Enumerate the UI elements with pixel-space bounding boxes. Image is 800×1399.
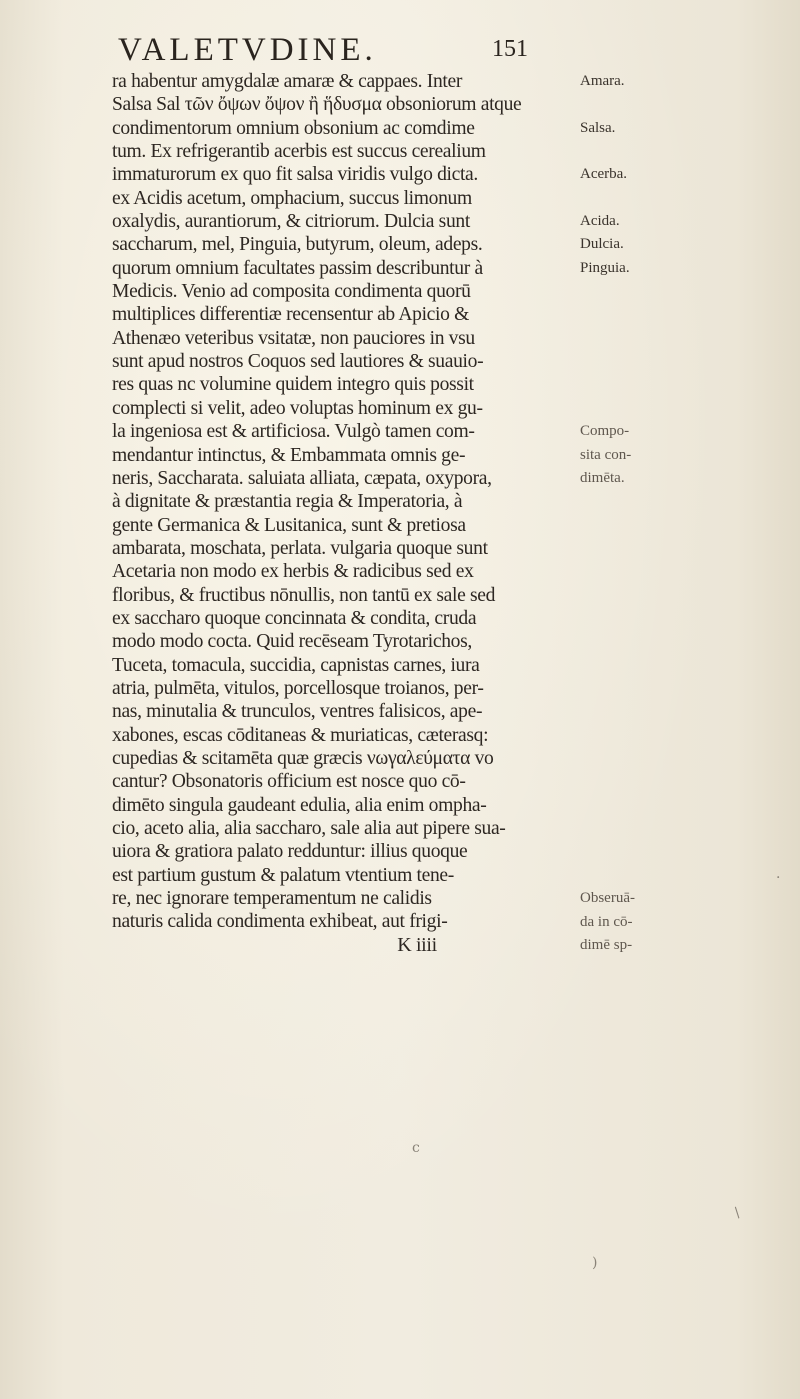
text-line: ra habentur amygdalæ amaræ & cappaes. Inter	[112, 71, 463, 92]
text-line: ex Acidis acetum, omphacium, succus limonum	[112, 187, 472, 209]
text-line: ambarata, moschata, perlata. vulgaria quoque sunt	[112, 537, 488, 559]
text-line: naturis calida condimenta exhibeat, aut frigi-	[112, 911, 448, 933]
text-line: re, nec ignorare temperamentum ne calidis	[112, 888, 432, 910]
text-line: saccharum, mel, Pinguia, butyrum, oleum, adeps.	[112, 234, 483, 256]
text-line: Medicis. Venio ad composita condimenta quorū	[112, 281, 471, 303]
text-line: oxalydis, aurantiorum, & citriorum. Dulcia sunt	[112, 211, 470, 233]
ink-blot-mark: ·	[776, 870, 781, 886]
pencil-stroke-mark: c	[412, 1140, 420, 1156]
text-line: res quas nc volumine quidem integro quis possit	[112, 374, 474, 396]
margin-note: Compo-	[580, 423, 630, 440]
running-title: VALETVDINE.	[118, 32, 377, 68]
text-line: neris, Saccharata. saluiata alliata, cæpata, oxypora,	[112, 467, 492, 489]
margin-note: Dulcia.	[580, 236, 624, 253]
margin-notes	[580, 0, 700, 1399]
text-line: complecti si velit, adeo voluptas hominum ex gu-	[112, 397, 483, 419]
text-line: à dignitate & præstantia regia & Imperatoria, à	[112, 491, 463, 513]
margin-note: dimē sp-	[580, 936, 633, 953]
text-line: la ingeniosa est & artificiosa. Vulgò tamen com-	[112, 421, 475, 443]
text-line: Salsa Sal τῶν ὄψων ὄψον ἢ ἥδυσμα obsoniorum atque	[112, 94, 522, 116]
running-head	[118, 32, 548, 72]
margin-note: Acida.	[580, 213, 620, 230]
text-line: uiora & gratiora palato redduntur: illius quoque	[112, 841, 468, 863]
text-line: floribus, & fructibus nōnullis, non tantū ex sale sed	[112, 584, 496, 606]
text-line: sunt apud nostros Coquos sed lautiores & suauio-	[112, 351, 484, 373]
text-line: multiplices differentiæ recensentur ab Apicio &	[112, 304, 469, 326]
margin-note: Pinguia.	[580, 259, 630, 276]
page-number: 151	[492, 36, 528, 62]
text-line: quorum omnium facultates passim describuntur à	[112, 257, 483, 279]
text-line: nas, minutalia & trunculos, ventres falisicos, ape-	[112, 701, 483, 723]
margin-note: sita con-	[580, 446, 632, 463]
margin-note: dimēta.	[580, 469, 625, 486]
body-text	[112, 70, 572, 957]
text-line: gente Germanica & Lusitanica, sunt & pretiosa	[112, 514, 466, 536]
text-line: cantur? Obsonatoris officium est nosce quo cō-	[112, 771, 466, 793]
text-line: cupedias & scitamēta quæ græcis νωγαλεύματα vo	[112, 747, 494, 769]
margin-note: Amara.	[580, 73, 625, 89]
text-line: immaturorum ex quo fit salsa viridis vulgo dicta.	[112, 164, 478, 186]
text-line: Acetaria non modo ex herbis & radicibus sed ex	[112, 561, 474, 583]
text-line: Athenæo veteribus vsitatæ, non pauciores in vsu	[112, 327, 475, 349]
text-line: Tuceta, tomacula, succidia, capnistas carnes, iura	[112, 654, 480, 676]
text-line: modo modo cocta. Quid recēseam Tyrotarichos,	[112, 631, 472, 653]
margin-note: Obseruā-	[580, 890, 635, 907]
text-line: tum. Ex refrigerantib acerbis est succus cerealium	[112, 141, 486, 163]
text-line: xabones, escas cōditaneas & muriaticas, cæterasq:	[112, 724, 489, 746]
margin-note: Acerba.	[580, 166, 628, 183]
text-line: dimēto singula gaudeant edulia, alia enim ompha-	[112, 794, 487, 816]
text-line: mendantur intinctus, & Embammata omnis ge-	[112, 444, 466, 466]
text-line: ex saccharo quoque concinnata & condita, cruda	[112, 607, 477, 629]
pencil-stroke-mark: /	[730, 1205, 744, 1221]
text-line: condimentorum omnium obsonium ac comdime	[112, 117, 475, 139]
margin-note: da in cō-	[580, 913, 633, 930]
text-line: atria, pulmēta, vitulos, porcellosque troianos, per-	[112, 677, 484, 699]
pencil-stroke-mark: )	[592, 1255, 598, 1271]
text-line: cio, aceto alia, alia saccharo, sale alia aut pipere sua-	[112, 818, 506, 839]
text-line: est partium gustum & palatum vtentium tene-	[112, 864, 454, 886]
catchword: K iiii	[397, 933, 437, 956]
margin-note: Salsa.	[580, 119, 616, 136]
